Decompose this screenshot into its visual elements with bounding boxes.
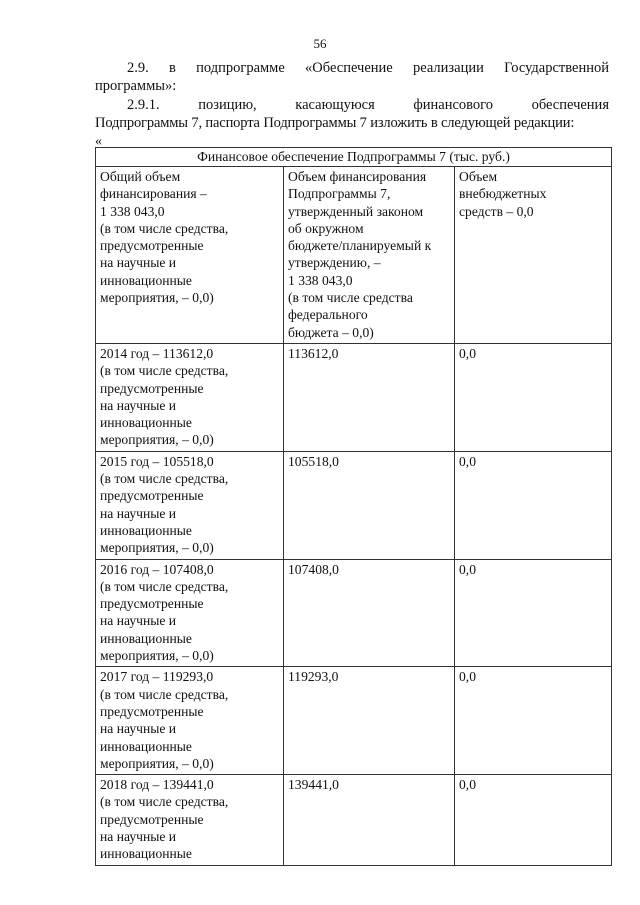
cell-budget-2014: 113612,0 bbox=[284, 343, 455, 451]
table-row-2014 bbox=[96, 343, 612, 451]
cell-budget-2018: 139441,0 bbox=[284, 775, 455, 865]
table-header-row bbox=[96, 167, 612, 344]
header-budget-financing: Объем финансирования Подпрограммы 7, утвержденный законом об окружном бюджете/планируемый к утверждению, – 1 338 043,0 (в том числе средства федерального бюджета – 0,0) bbox=[284, 167, 455, 344]
opening-quote-mark: « bbox=[95, 134, 102, 149]
cell-budget-2016: 107408,0 bbox=[284, 559, 455, 667]
cell-total-2015: 2015 год – 105518,0 (в том числе средства, предусмотренные на научные и инновационные мероприятия, – 0,0) bbox=[96, 451, 284, 559]
cell-extra-2015: 0,0 bbox=[455, 451, 612, 559]
paragraph-2-9-line-1: 2.9. в подпрограмме «Обеспечение реализации Государственной bbox=[127, 60, 609, 76]
cell-total-2017: 2017 год – 119293,0 (в том числе средства, предусмотренные на научные и инновационные мероприятия, – 0,0) bbox=[96, 667, 284, 775]
paragraph-2-9-line-2: программы»: bbox=[95, 78, 177, 94]
financing-table bbox=[95, 147, 612, 866]
cell-extra-2016: 0,0 bbox=[455, 559, 612, 667]
cell-extra-2014: 0,0 bbox=[455, 343, 612, 451]
header-total-financing: Общий объем финансирования – 1 338 043,0 (в том числе средства, предусмотренные на научные и инновационные мероприятия, – 0,0) bbox=[96, 167, 284, 344]
table-row-2015 bbox=[96, 451, 612, 559]
cell-extra-2018: 0,0 bbox=[455, 775, 612, 865]
table-row-2018 bbox=[96, 775, 612, 865]
cell-budget-2017: 119293,0 bbox=[284, 667, 455, 775]
table-row-2017 bbox=[96, 667, 612, 775]
paragraph-2-9-1-line-1: 2.9.1. позицию, касающуюся финансового обеспечения bbox=[127, 97, 609, 113]
cell-extra-2017: 0,0 bbox=[455, 667, 612, 775]
cell-total-2016: 2016 год – 107408,0 (в том числе средства, предусмотренные на научные и инновационные мероприятия, – 0,0) bbox=[96, 559, 284, 667]
paragraph-2-9-1-line-2: Подпрограммы 7, паспорта Подпрограммы 7 изложить в следующей редакции: bbox=[95, 115, 575, 131]
table-row-2016 bbox=[96, 559, 612, 667]
cell-total-2014: 2014 год – 113612,0 (в том числе средства, предусмотренные на научные и инновационные мероприятия, – 0,0) bbox=[96, 343, 284, 451]
header-extrabudgetary: Объем внебюджетных средств – 0,0 bbox=[455, 167, 612, 344]
cell-budget-2015: 105518,0 bbox=[284, 451, 455, 559]
cell-total-2018: 2018 год – 139441,0 (в том числе средства, предусмотренные на научные и инновационные bbox=[96, 775, 284, 865]
page-number: 56 bbox=[313, 36, 327, 51]
table-title: Финансовое обеспечение Подпрограммы 7 (тыс. руб.) bbox=[96, 148, 612, 167]
